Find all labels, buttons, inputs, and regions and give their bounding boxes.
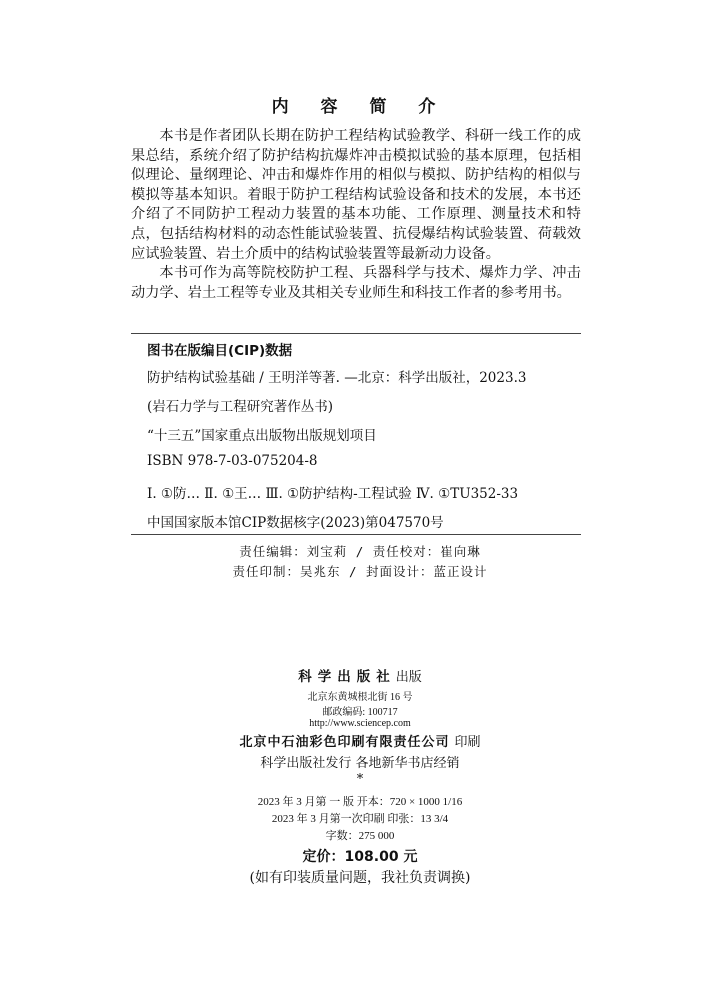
publisher-address: 北京东黄城根北街 16 号 — [307, 692, 413, 703]
price-line: 定价：108.00 元 — [302, 849, 418, 865]
distribution-line: 科学出版社发行 各地新华书店经销 — [260, 756, 460, 771]
quality-note: (如有印装质量问题，我社负责调换) — [249, 870, 471, 886]
credits-editors: 责任编辑：刘宝莉 / 责任校对：崔向琳 — [239, 544, 481, 559]
cip-line-number: 中国国家版本馆CIP数据核字(2023)第047570号 — [147, 515, 444, 531]
separator-star: * — [356, 772, 364, 787]
credits-production: 责任印制：吴兆东 / 封面设计：蓝正设计 — [232, 564, 488, 579]
cip-heading: 图书在版编目(CIP)数据 — [147, 343, 293, 359]
printer-line — [0, 731, 720, 750]
cip-line-title: 防护结构试验基础 / 王明洋等著. —北京：科学出版社，2023.3 — [147, 370, 527, 386]
cip-bottom-rule — [131, 534, 581, 535]
publisher-website: http://www.sciencep.com — [309, 718, 411, 729]
cip-line-classification: Ⅰ. ①防… Ⅱ. ①王… Ⅲ. ①防护结构-工程试验 Ⅳ. ①TU352-33 — [147, 486, 519, 502]
page-title: 内 容 简 介 — [271, 97, 449, 117]
publisher-line — [0, 665, 720, 685]
cip-top-rule — [131, 333, 581, 334]
intro-paragraph-2: 本书可作为高等院校防护工程、兵器科学与技术、爆炸力学、冲击动力学、岩土工程等专业及其相关专业师生和科技工作者的参考用书。 — [131, 265, 581, 301]
intro-text — [131, 127, 581, 303]
edition-line: 2023 年 3 月第 一 版 开本：720 × 1000 1/16 — [257, 796, 463, 808]
intro-paragraph-1: 本书是作者团队长期在防护工程结构试验教学、科研一线工作的成果总结，系统介绍了防护结构抗爆炸冲击模拟试验的基本原理，包括相似理论、量纲理论、冲击和爆炸作用的相似与模拟、防护结构的相似与模拟等基本知识。着眼于防护工程结构试验设备和技术的发展，本书还介绍了不同防护工程动力装置的基本功能、工作原理、测量技术和特点，包括结构材料的动态性能试验装置、抗侵爆结构试验装置、荷载效应试验装置、岩土介质中的结构试验装置等最新动力设备。 — [131, 128, 581, 262]
publisher-name: 科学出版社 — [298, 669, 396, 685]
wordcount-line: 字数：275 000 — [325, 830, 395, 842]
publisher-action: 出版 — [395, 670, 422, 685]
cip-line-project: “十三五”国家重点出版物出版规划项目 — [147, 428, 377, 444]
cip-line-isbn: ISBN 978-7-03-075204-8 — [147, 453, 318, 469]
printer-action: 印刷 — [454, 735, 481, 750]
printer-name: 北京中石油彩色印刷有限责任公司 — [239, 735, 450, 750]
printing-line: 2023 年 3 月第一次印刷 印张：13 3/4 — [271, 813, 449, 825]
publisher-postcode: 邮政编码: 100717 — [322, 707, 398, 718]
cip-line-series: (岩石力学与工程研究著作丛书) — [147, 399, 334, 415]
